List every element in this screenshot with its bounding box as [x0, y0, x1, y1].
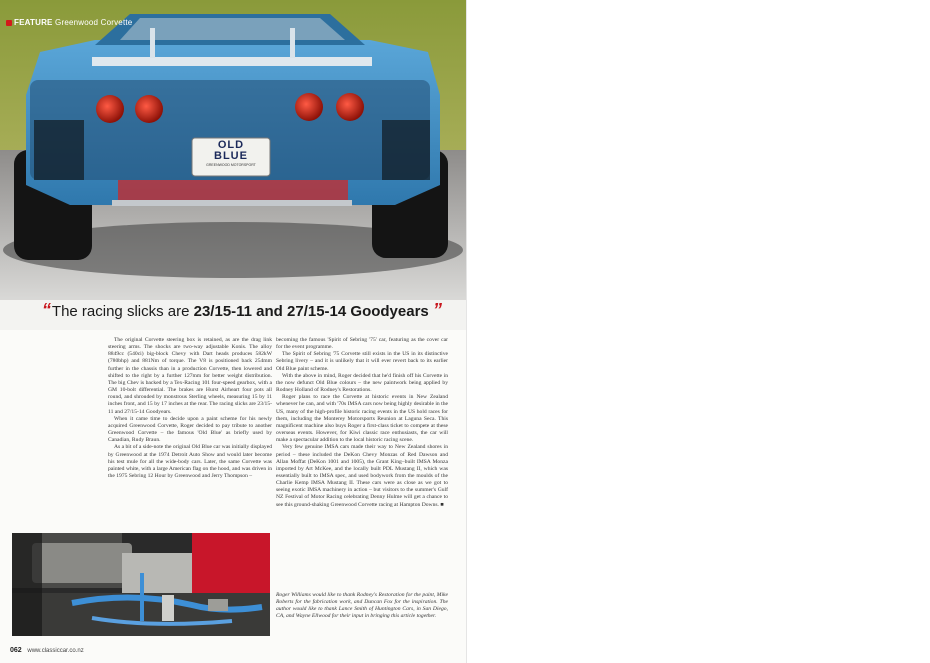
section-title: Greenwood Corvette [55, 18, 133, 27]
paragraph: Roger plans to race the Corvette at historic events in New Zealand whenever he can, and with '70s IMSA cars now being highly desirable in the US, many of the high-profile historic racing events in the US hold races for them, including the Monterey Motorsports Reunion at Laguna Seca. This magnificent machine also buys Roger a first-class ticket to compete at these overseas events. However, for Kiwi classic race enthusiasts, the car will make a spectacular addition to the local historic racing scene. [276, 394, 448, 444]
hero-photo [0, 0, 466, 330]
acknowledgements: Roger Williams would like to thank Rodney's Restoration for the paint, Mike Roberts for the fabrication work, and Duncan Fox for the inspiration. The author would like to thank Lance Smith of Huntington Cars, in San Diego, CA, and Wayne Ellwood for their input in bringing this article together. [276, 592, 448, 620]
license-plate [192, 140, 270, 168]
plate-line-1: OLD [217, 139, 245, 151]
paragraph: With the above in mind, Roger decided that he'd finish off his Corvette in the now defunct Old Blue colours – the new paintwork being applied by Rodney Holland of Rodney's Restorations. [276, 372, 448, 394]
article-column-1 [108, 337, 272, 480]
paragraph: The original Corvette steering box is retained, as are the drag link steering arms. The shocks are two-way adjustable Konis. The alloy 8849cc (540ci) big-block Chevy with Dart heads produces 582kW (780bhp) and 881Nm of torque. The V8 is positioned back 254mm further in the chassis than in a production Corvette, then lowered and shifted to the right by a further 127mm for better weight distribution. The big Chev is backed by a Tex-Racing 101 four-speed gearbox, with a GM 10-bolt differential. The brakes are Hurst Airheart four pots all round, and shrouded by monstrous Sterling wheels, measuring 15 by 11 inches front, and 15 by 17 inches at the rear. The racing slicks are 23/15-11 and 27/15-14 Goodyears. [108, 337, 272, 415]
engine-bay-photo [12, 533, 270, 636]
paragraph: When it came time to decide upon a paint scheme for his newly acquired Greenwood Corvette, Roger decided to pay tribute to another Greenwood Corvette – the famous 'Old Blue' as briefly used by Canadian, Rudy Braun. [108, 415, 272, 444]
footer-url: www.classiccar.co.nz [27, 648, 84, 654]
paragraph-text: Very few genuine IMSA cars made their way to New Zealand shores in period – these included the DeKon Chevy Monzas of Red Dawson and Allan Moffat (DeKon 1001 and 1005), the Grant King–built IMSA Monza imported by Art McKee, and the locally built PDL Mustang II, which was essentially built to IMSA spec, and used bodywork from the moulds of the Charlie Kemp IMSA Mustang II. These cars were as close as we got to seeing exotic IMSA machinery in action – but visitors to the summer's Gulf NZ Festival of Motor Racing celebrating Denny Hulme will get a chance to see this ground-shaking Greenwood Corvette racing at Hampton Downs. [276, 444, 448, 508]
close-quote-mark: ” [432, 300, 439, 320]
paragraph: becoming the famous 'Spirit of Sebring '75' car, featuring as the cover car for the event programme. [276, 337, 448, 351]
open-quote-mark: “ [42, 300, 48, 320]
paragraph: The Spirit of Sebring '75 Corvette still exists in the US in its distinctive Sebring livery – and it is unlikely that it will ever revert back to its earlier Old Blue paint scheme. [276, 351, 448, 372]
plate-sub: GREENWOOD MOTORSPORT [206, 163, 256, 167]
paragraph [276, 444, 448, 508]
pull-quote-emphasis: 23/15-11 and 27/15-14 Goodyears [193, 303, 429, 320]
engine-bay-image [12, 533, 270, 636]
page-number: 062 [10, 647, 22, 654]
article-column-2 [276, 337, 448, 509]
section-header [6, 18, 132, 27]
section-kicker: FEATURE [14, 18, 53, 27]
pull-quote-lead: The racing slicks are [51, 303, 194, 320]
end-mark-icon: ■ [440, 501, 444, 508]
paragraph: As a bit of a side-note the original Old Blue car was initially displayed by Greenwood at the 1974 Detroit Auto Show and would later become his test mule for all the wide-body cars. Later, the same Corvette was painted white, with a large American flag on the hood, and was driven in the 1975 Sebring 12 Hour by Greenwood and Jerry Thompson – [108, 444, 272, 479]
pull-quote [42, 300, 442, 322]
section-bullet-icon [6, 20, 12, 26]
plate-line-2: BLUE [214, 150, 248, 162]
page-footer [10, 647, 84, 654]
